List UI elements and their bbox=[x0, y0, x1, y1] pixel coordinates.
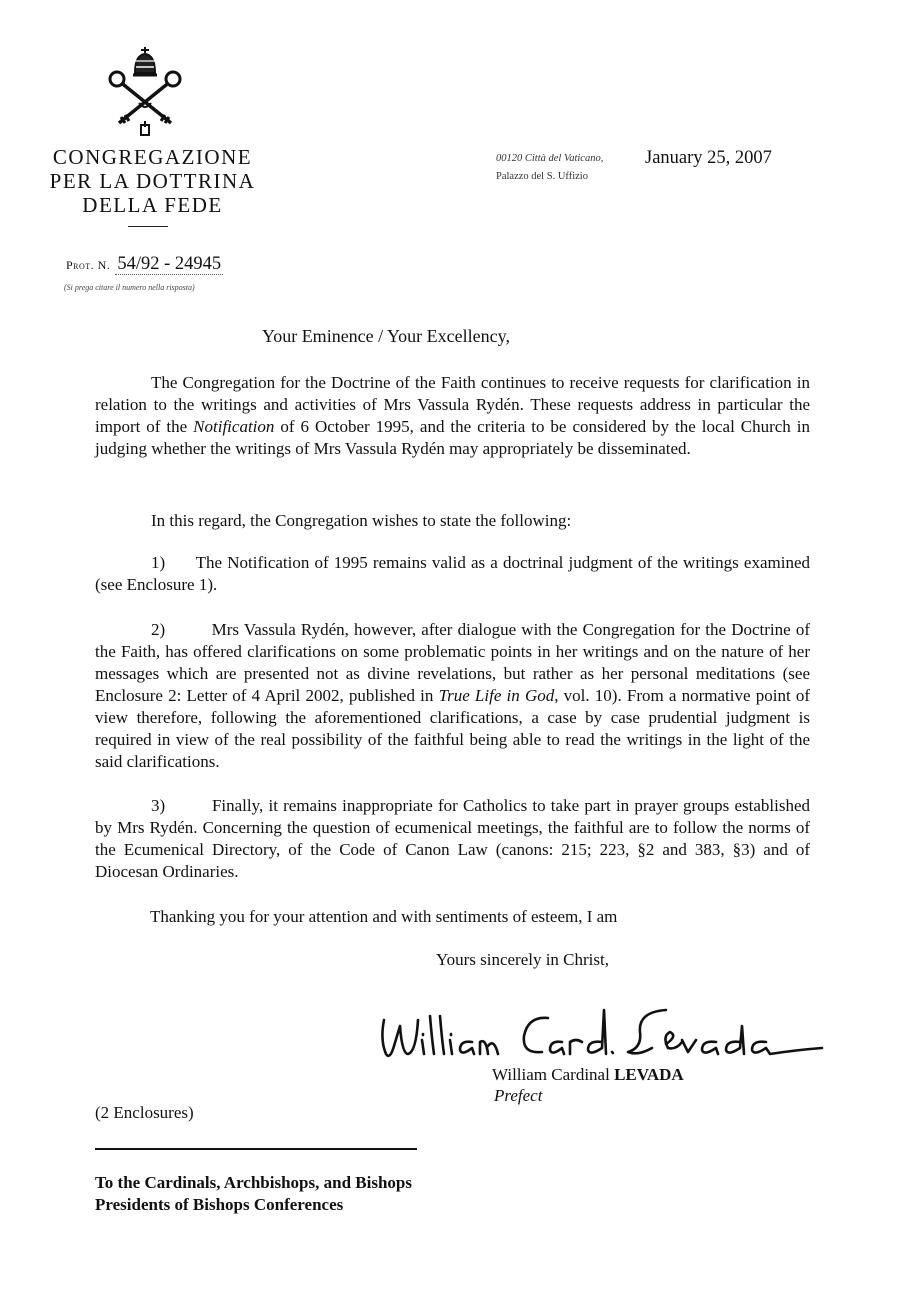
item-number: 1) bbox=[151, 553, 166, 572]
closing-line: Yours sincerely in Christ, bbox=[436, 950, 609, 969]
item-number: 3) bbox=[151, 796, 166, 815]
signer-surname: LEVADA bbox=[614, 1065, 684, 1084]
recipients-line: To the Cardinals, Archbishops, and Bishops bbox=[95, 1173, 412, 1192]
text: The Congregation for the Doctrine of the Faith continues to receive requests for clarification in relation to the writings and activities of Mrs Vassula Rydén. These requests address in particular the import of the bbox=[95, 373, 810, 436]
paragraph-intro bbox=[95, 372, 810, 460]
text: The Notification of 1995 remains valid as a doctrinal judgment of the writings examined (see Enclosure 1). bbox=[95, 553, 810, 594]
text: In this regard, the Congregation wishes to state the following: bbox=[151, 511, 572, 530]
org-line: PER LA DOTTRINA bbox=[49, 169, 256, 193]
congregation-name bbox=[30, 145, 275, 217]
enclosures-note: (2 Enclosures) bbox=[95, 1103, 194, 1122]
place-address bbox=[496, 150, 603, 186]
salutation: Your Eminence / Your Excellency, bbox=[262, 326, 510, 346]
protocol-number bbox=[66, 254, 223, 275]
signer-block bbox=[492, 1064, 684, 1106]
thanks-line: Thanking you for your attention and with sentiments of esteem, I am bbox=[150, 907, 618, 926]
paragraph-item-1 bbox=[95, 552, 810, 596]
emphasis: Notification bbox=[193, 417, 275, 436]
text: Mrs Vassula Rydén, however, after dialogue with the Congregation for the Doctrine of the Faith, has offered clarifications on some problematic points in her writings and on the nature of her messages which are presented not as divine revelations, but rather as her personal meditations (see Enclosure 2: Letter of 4 April 2002, published in bbox=[95, 620, 810, 705]
handwritten-signature bbox=[376, 996, 826, 1068]
item-number: 2) bbox=[151, 620, 166, 639]
recipients-block bbox=[95, 1172, 412, 1216]
paragraph-item-3 bbox=[95, 795, 810, 883]
emphasis: True Life in God bbox=[438, 686, 555, 705]
signer-name: William Cardinal bbox=[492, 1065, 615, 1084]
paragraph-item-2 bbox=[95, 619, 810, 773]
header-divider bbox=[128, 226, 168, 227]
place-line-1: 00120 Città del Vaticano, bbox=[496, 153, 604, 164]
protocol-label: Prot. N. bbox=[66, 258, 111, 272]
text: of 6 October 1995, and the criteria to be considered by the local Church in judging whether the writings of Mrs Vassula Rydén may appropriately be disseminated. bbox=[95, 417, 810, 458]
protocol-note: (Si prega citare il numero nella risposta) bbox=[64, 283, 195, 292]
footer-divider bbox=[95, 1148, 417, 1150]
signer-title: Prefect bbox=[494, 1086, 543, 1105]
protocol-value: 54/92 - 24945 bbox=[117, 254, 222, 274]
text: , vol. 10). From a normative point of view therefore, following the aforementioned clarifications, a case by case prudential judgment is required in view of the real possibility of the faithful being able to read the writings in the light of the said clarifications. bbox=[95, 686, 810, 771]
org-line: CONGREGAZIONE bbox=[52, 145, 253, 169]
papal-keys-emblem-icon bbox=[105, 45, 185, 137]
org-line: DELLA FEDE bbox=[82, 193, 223, 217]
place-line-2: Palazzo del S. Uffizio bbox=[496, 171, 588, 182]
letter-date: January 25, 2007 bbox=[645, 148, 772, 168]
paragraph-statement bbox=[95, 510, 810, 532]
recipients-line: Presidents of Bishops Conferences bbox=[95, 1195, 344, 1214]
text: Finally, it remains inappropriate for Catholics to take part in prayer groups established by Mrs Rydén. Concerning the question of ecumenical meetings, the faithful are to follow the norms of the Ecumenical Directory, of the Code of Canon Law (canons: 215; 223, §2 and 383, §3) and of Diocesan Ordinaries. bbox=[95, 796, 810, 881]
